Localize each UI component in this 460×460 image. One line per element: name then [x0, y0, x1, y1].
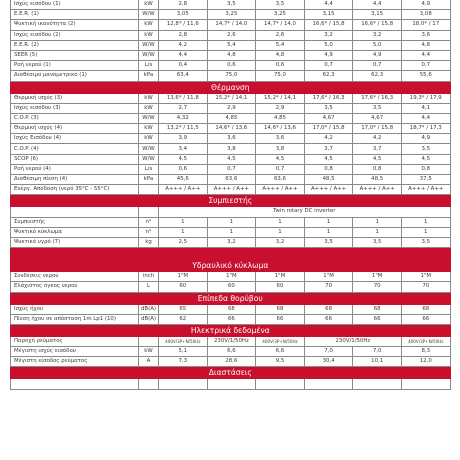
value-cell: 28,6 — [207, 357, 256, 367]
value-cell: 4,9 — [401, 134, 450, 144]
value-cell: 14,7* / 14,0 — [207, 20, 256, 30]
value-cell: 55,6 — [401, 71, 450, 81]
value-cell: 17,0* / 15,8 — [353, 124, 402, 134]
row-label: Συνδέσεις νερού — [11, 272, 139, 282]
section-header-row — [11, 367, 451, 379]
table-row — [11, 185, 451, 195]
value-cell: 4,8 — [401, 40, 450, 50]
row-label: C.O.P. (3) — [11, 113, 139, 123]
value-cell: 16,6* / 15,8 — [353, 20, 402, 30]
row-unit: dB(A) — [139, 314, 159, 324]
value-cell: 70 — [401, 282, 450, 292]
row-label: Ισχύς εισόδου (1) — [11, 0, 139, 10]
value-cell: 65 — [159, 304, 208, 314]
table-row — [11, 304, 451, 314]
value-cell: 0,7 — [304, 61, 353, 71]
value-cell: 70 — [304, 282, 353, 292]
value-cell: 68 — [401, 304, 450, 314]
table-row — [11, 30, 451, 40]
value-cell: 3,2 — [304, 30, 353, 40]
value-cell: 18,0* / 17 — [401, 20, 450, 30]
value-cell: 3,6 — [207, 134, 256, 144]
section-title: Ηλεκτρικά δεδομένα — [11, 324, 451, 336]
value-cell: 4,5 — [207, 154, 256, 164]
value-cell: 5,4 — [207, 40, 256, 50]
value-cell: 3,5 — [353, 103, 402, 113]
value-cell: 4,4 — [304, 0, 353, 10]
value-cell: 62 — [159, 314, 208, 324]
table-row — [11, 227, 451, 237]
value-cell: 2,6 — [207, 30, 256, 40]
table-row — [11, 144, 451, 154]
value-cell: A+++ / A++ — [353, 185, 402, 195]
value-cell: 37,5 — [401, 175, 450, 185]
row-unit: W/W — [139, 40, 159, 50]
value-cell: 60 — [159, 282, 208, 292]
row-label: E.E.R. (1) — [11, 10, 139, 20]
value-cell: 4,9 — [353, 50, 402, 60]
table-row — [11, 207, 451, 217]
value-cell: 0,7 — [401, 61, 450, 71]
row-label: Ισχύς εισόδου (3) — [11, 103, 139, 113]
value-cell: 1"M — [401, 272, 450, 282]
value-cell: 3,2 — [353, 30, 402, 40]
row-unit: n° — [139, 227, 159, 237]
row-unit: kW — [139, 0, 159, 10]
value-cell: 3,5 — [353, 237, 402, 247]
value-cell: 14,6* / 13,6 — [207, 124, 256, 134]
value-cell: 4,67 — [353, 113, 402, 123]
value-cell: A+++ / A++ — [256, 185, 305, 195]
specification-table — [10, 0, 451, 390]
table-row — [11, 272, 451, 282]
row-unit: L/s — [139, 164, 159, 174]
value-cell: 12,8* / 11,6 — [159, 20, 208, 30]
value-cell: 7,0 — [304, 347, 353, 357]
value-cell: 3,6 — [401, 30, 450, 40]
value-cell: 13,6* / 11,8 — [159, 93, 208, 103]
power-supply-cell: 400V/3P+N/50Hz — [401, 336, 450, 346]
table-row — [11, 314, 451, 324]
value-cell: 1 — [207, 217, 256, 227]
value-cell: 0,6 — [207, 61, 256, 71]
row-label: Ελάχιστος όγκος νερού — [11, 282, 139, 292]
value-cell — [256, 379, 305, 389]
table-row — [11, 10, 451, 20]
table-row — [11, 164, 451, 174]
value-cell: 66 — [401, 314, 450, 324]
value-cell: 8,3 — [401, 347, 450, 357]
value-cell: 2,5 — [159, 237, 208, 247]
table-row — [11, 336, 451, 346]
value-cell: 15,2* / 14,1 — [256, 93, 305, 103]
value-cell: 3,5 — [401, 237, 450, 247]
row-unit: kW — [139, 134, 159, 144]
table-row — [11, 124, 451, 134]
row-label: Θερμική ισχύς (4) — [11, 124, 139, 134]
value-cell: 4,8 — [256, 50, 305, 60]
value-cell: 0,8 — [353, 164, 402, 174]
value-cell — [207, 379, 256, 389]
value-cell: 4,8 — [207, 50, 256, 60]
table-row — [11, 357, 451, 367]
row-unit: kW — [139, 103, 159, 113]
value-cell: 4,2 — [353, 134, 402, 144]
value-cell: 68 — [353, 304, 402, 314]
value-cell: 3,08 — [401, 10, 450, 20]
value-cell: 2,7 — [159, 103, 208, 113]
table-row — [11, 175, 451, 185]
value-cell: 2,8 — [159, 30, 208, 40]
value-cell: 1"M — [159, 272, 208, 282]
row-unit: W/W — [139, 10, 159, 20]
value-cell: 4,5 — [159, 154, 208, 164]
value-cell: 5,0 — [304, 40, 353, 50]
value-cell: 3,5 — [304, 103, 353, 113]
table-row — [11, 93, 451, 103]
power-supply-cell: 400V/3P+N/50Hz — [256, 336, 305, 346]
value-cell: A+++ / A++ — [304, 185, 353, 195]
value-cell: 3,5 — [401, 144, 450, 154]
value-cell: 4,4 — [401, 113, 450, 123]
table-row — [11, 347, 451, 357]
value-cell: 1 — [353, 217, 402, 227]
row-label: Ισχύς εισόδου (2) — [11, 30, 139, 40]
row-label: Ψυκτική ικανότητα (2) — [11, 20, 139, 30]
section-title: Συμπιεστής — [11, 195, 451, 207]
value-cell: 4,5 — [353, 154, 402, 164]
value-cell: 62,3 — [304, 71, 353, 81]
value-cell: 3,7 — [353, 144, 402, 154]
table-row — [11, 71, 451, 81]
value-cell: 3,15 — [353, 10, 402, 20]
row-label: Ψυκτικό υγρό (7) — [11, 237, 139, 247]
value-cell: 12,0 — [401, 357, 450, 367]
value-cell: 6,6 — [256, 347, 305, 357]
value-cell: 4,32 — [159, 113, 208, 123]
table-row — [11, 113, 451, 123]
value-cell: 9,5 — [256, 357, 305, 367]
value-cell: A+++ / A++ — [159, 185, 208, 195]
value-cell: 3,9 — [159, 134, 208, 144]
value-cell: 3,7 — [304, 144, 353, 154]
row-unit: kW — [139, 20, 159, 30]
table-row — [11, 154, 451, 164]
value-cell: 14,6* / 13,6 — [256, 124, 305, 134]
value-cell: 3,25 — [256, 10, 305, 20]
section-header-row — [11, 81, 451, 93]
value-cell: 3,4 — [159, 144, 208, 154]
row-label: Συμπιεστής — [11, 217, 139, 227]
table-row — [11, 40, 451, 50]
value-cell: 63,4 — [159, 71, 208, 81]
section-header-row — [11, 248, 451, 260]
value-cell: 0,6 — [256, 61, 305, 71]
row-unit — [139, 185, 159, 195]
power-supply-cell: 400V/3P+N/50Hz — [159, 336, 208, 346]
value-cell: 5,1 — [159, 347, 208, 357]
row-unit: A — [139, 357, 159, 367]
value-cell: 4,67 — [304, 113, 353, 123]
row-unit: kW — [139, 93, 159, 103]
value-cell: 3,15 — [304, 10, 353, 20]
table-row — [11, 50, 451, 60]
value-cell: 0,7 — [353, 61, 402, 71]
value-cell: 1 — [304, 217, 353, 227]
value-cell: 4,5 — [256, 154, 305, 164]
table-row — [11, 20, 451, 30]
value-cell: 4,85 — [256, 113, 305, 123]
value-cell: 0,7 — [256, 164, 305, 174]
section-title: Διαστάσεις — [11, 367, 451, 379]
value-cell: 1 — [353, 227, 402, 237]
row-unit: inch — [139, 272, 159, 282]
row-label: Ισχύς Εισόδου (4) — [11, 134, 139, 144]
value-cell: 4,85 — [207, 113, 256, 123]
value-cell: 4,2 — [304, 134, 353, 144]
value-cell: 1 — [401, 217, 450, 227]
row-label: Ισχύς ήχου — [11, 304, 139, 314]
value-cell: 3,8 — [207, 144, 256, 154]
row-unit: n° — [139, 217, 159, 227]
row-label: Ροή νερού (4) — [11, 164, 139, 174]
section-title: Επίπεδα θορύβου — [11, 292, 451, 304]
value-cell: 19,3* / 17,9 — [401, 93, 450, 103]
value-cell: A+++ / A++ — [401, 185, 450, 195]
value-cell: 1 — [256, 227, 305, 237]
row-label: SCOP (6) — [11, 154, 139, 164]
value-cell: 3,2 — [207, 237, 256, 247]
value-cell: 7,0 — [353, 347, 402, 357]
section-header-row — [11, 324, 451, 336]
row-label: Διαθέσιμο μανομετρικό (1) — [11, 71, 139, 81]
value-cell: 3,5 — [304, 237, 353, 247]
section-title: Θέρμανση — [11, 81, 451, 93]
row-label: Παροχή ρεύματος — [11, 336, 139, 346]
table-row — [11, 103, 451, 113]
row-label: Ψυκτικό κύκλωμα — [11, 227, 139, 237]
value-cell: 18,7* / 17,3 — [401, 124, 450, 134]
value-cell: 0,4 — [159, 61, 208, 71]
spanned-value: Twin rotary DC inverter — [159, 207, 451, 217]
value-cell: 1 — [304, 227, 353, 237]
row-label: C.O.P. (4) — [11, 144, 139, 154]
section-header-row — [11, 195, 451, 207]
value-cell: 17,6* / 16,3 — [304, 93, 353, 103]
value-cell: 1"M — [207, 272, 256, 282]
value-cell: 48,5 — [353, 175, 402, 185]
row-label — [11, 379, 139, 389]
value-cell: 45,6 — [159, 175, 208, 185]
value-cell — [304, 379, 353, 389]
row-label: Θερμική ισχύς (3) — [11, 93, 139, 103]
value-cell: 1 — [401, 227, 450, 237]
value-cell: 4,2 — [159, 40, 208, 50]
value-cell — [353, 379, 402, 389]
row-unit: kPa — [139, 175, 159, 185]
value-cell: 4,9 — [304, 50, 353, 60]
value-cell: 66 — [256, 314, 305, 324]
value-cell: 2,8 — [159, 0, 208, 10]
row-unit — [139, 336, 159, 346]
value-cell: 6,6 — [207, 347, 256, 357]
value-cell: 4,9 — [401, 0, 450, 10]
value-cell: 13,2* / 11,5 — [159, 124, 208, 134]
row-label: Πίεση ήχου σε απόσταση 1m Lp1 (10) — [11, 314, 139, 324]
value-cell — [401, 379, 450, 389]
row-label: SEER (5) — [11, 50, 139, 60]
value-cell: 68 — [304, 304, 353, 314]
value-cell: 2,9 — [207, 103, 256, 113]
value-cell: 68 — [256, 304, 305, 314]
value-cell: 5,4 — [256, 40, 305, 50]
value-cell: 3,5 — [207, 0, 256, 10]
value-cell: 0,6 — [159, 164, 208, 174]
row-unit: W/W — [139, 144, 159, 154]
row-unit: L — [139, 282, 159, 292]
row-unit — [139, 379, 159, 389]
row-unit: L/s — [139, 61, 159, 71]
value-cell: 66 — [304, 314, 353, 324]
value-cell: 3,5 — [256, 0, 305, 10]
value-cell: 10,1 — [353, 357, 402, 367]
value-cell: 4,4 — [353, 0, 402, 10]
value-cell: 75,0 — [207, 71, 256, 81]
value-cell: 68 — [207, 304, 256, 314]
value-cell: 17,6* / 16,3 — [353, 93, 402, 103]
value-cell: 2,6 — [256, 30, 305, 40]
value-cell: 30,4 — [304, 357, 353, 367]
row-label — [11, 207, 139, 217]
value-cell: 60 — [207, 282, 256, 292]
row-label: Μέγιστη ισχύς εισόδου — [11, 347, 139, 357]
value-cell: 0,8 — [304, 164, 353, 174]
row-label: E.E.R. (2) — [11, 40, 139, 50]
value-cell — [159, 379, 208, 389]
row-unit: dB(A) — [139, 304, 159, 314]
value-cell: 3,25 — [207, 10, 256, 20]
value-cell: 48,5 — [304, 175, 353, 185]
value-cell: 17,0* / 15,8 — [304, 124, 353, 134]
section-title — [11, 248, 451, 260]
value-cell: A+++ / A++ — [207, 185, 256, 195]
section-header-row — [11, 292, 451, 304]
value-cell: 62,3 — [353, 71, 402, 81]
power-supply-cell: 230V/1/50Hz — [304, 336, 401, 346]
row-unit — [139, 207, 159, 217]
value-cell: 1 — [159, 227, 208, 237]
value-cell: 4,1 — [401, 103, 450, 113]
section-title: Υδραυλικό κύκλωμα — [11, 260, 451, 272]
row-unit: kW — [139, 124, 159, 134]
value-cell: 1 — [256, 217, 305, 227]
power-supply-cell: 230V/1/50Hz — [207, 336, 256, 346]
row-unit: W/W — [139, 113, 159, 123]
section-header-row — [11, 260, 451, 272]
row-label: Μέγιστη είσοδος ρεύματος — [11, 357, 139, 367]
value-cell: 16,6* / 15,8 — [304, 20, 353, 30]
value-cell: 15,2* / 14,1 — [207, 93, 256, 103]
value-cell: 2,9 — [256, 103, 305, 113]
value-cell: 3,2 — [256, 237, 305, 247]
row-unit: kW — [139, 347, 159, 357]
value-cell: 60 — [256, 282, 305, 292]
value-cell: 63,6 — [207, 175, 256, 185]
row-label: Διαθέσιμη πίεση (4) — [11, 175, 139, 185]
value-cell: 3,8 — [256, 144, 305, 154]
row-unit: W/W — [139, 50, 159, 60]
value-cell: 14,7* / 14,0 — [256, 20, 305, 30]
value-cell: 70 — [353, 282, 402, 292]
row-label: Ενέργ. Απόδοση (νερό 35°C - 55°C) — [11, 185, 139, 195]
value-cell: 66 — [207, 314, 256, 324]
value-cell: 4,5 — [401, 154, 450, 164]
row-unit: W/W — [139, 154, 159, 164]
value-cell: 4,4 — [159, 50, 208, 60]
value-cell: 3,6 — [256, 134, 305, 144]
table-row — [11, 61, 451, 71]
value-cell: 75,0 — [256, 71, 305, 81]
table-row — [11, 237, 451, 247]
value-cell: 4,5 — [304, 154, 353, 164]
table-row — [11, 379, 451, 389]
table-row — [11, 282, 451, 292]
value-cell: 63,6 — [256, 175, 305, 185]
table-row — [11, 0, 451, 10]
row-unit: kg — [139, 237, 159, 247]
row-label: Ροή νερού (1) — [11, 61, 139, 71]
value-cell: 0,8 — [401, 164, 450, 174]
value-cell: 0,7 — [207, 164, 256, 174]
value-cell: 1"M — [256, 272, 305, 282]
value-cell: 3,05 — [159, 10, 208, 20]
value-cell: 4,4 — [401, 50, 450, 60]
table-row — [11, 134, 451, 144]
value-cell: 7,3 — [159, 357, 208, 367]
value-cell: 1"M — [304, 272, 353, 282]
table-row — [11, 217, 451, 227]
value-cell: 1"M — [353, 272, 402, 282]
value-cell: 1 — [207, 227, 256, 237]
row-unit: kW — [139, 30, 159, 40]
row-unit: kPa — [139, 71, 159, 81]
value-cell: 1 — [159, 217, 208, 227]
value-cell: 66 — [353, 314, 402, 324]
value-cell: 5,0 — [353, 40, 402, 50]
